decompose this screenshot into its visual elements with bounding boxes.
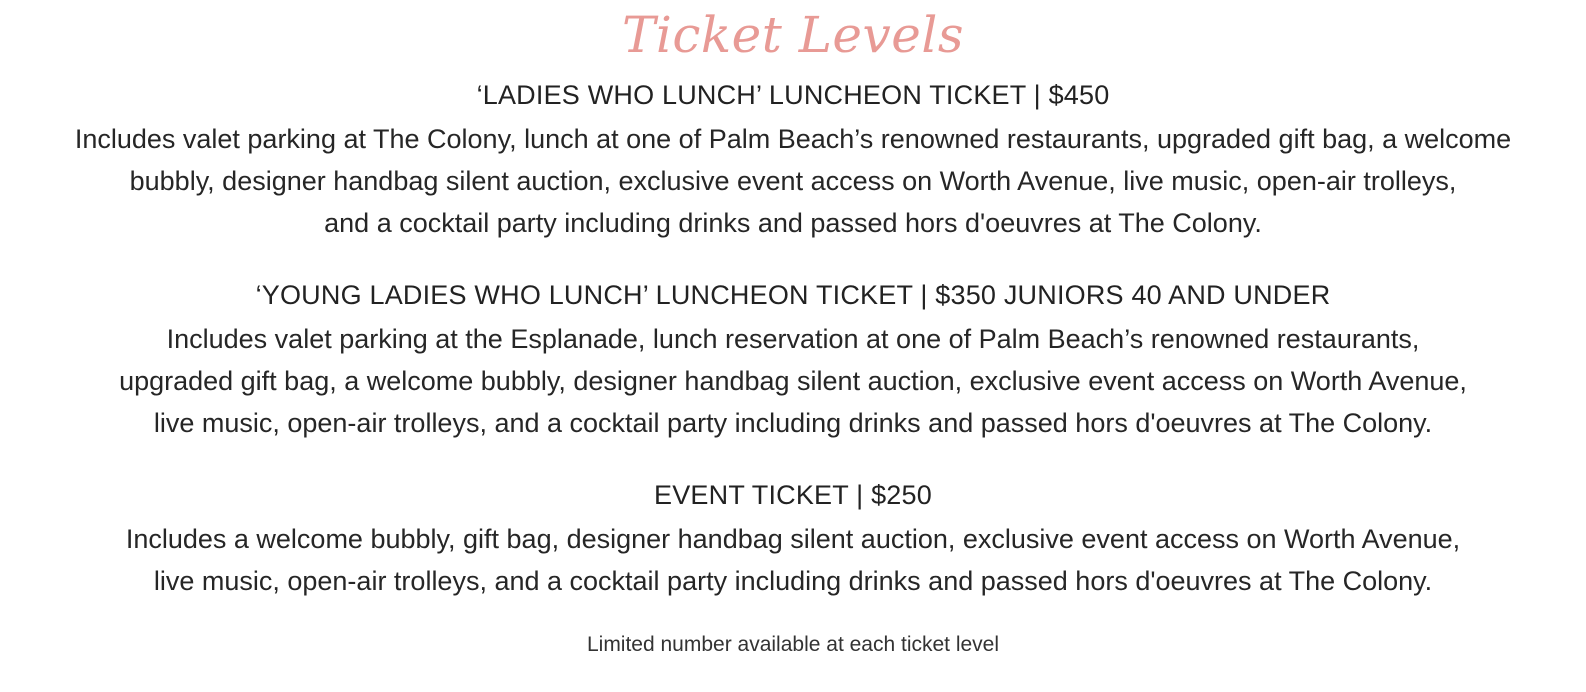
tier-description-line: and a cocktail party including drinks and passed hors d'oeuvres at The Colony.: [324, 208, 1262, 238]
tier-heading: ‘YOUNG LADIES WHO LUNCH’ LUNCHEON TICKET | $350 JUNIORS 40 AND UNDER: [255, 280, 1331, 310]
tier-description-line: live music, open-air trolleys, and a cocktail party including drinks and passed hors d'oeuvres at The Colony.: [153, 408, 1433, 438]
tier-description: [0, 318, 1586, 444]
ticket-tier-ladies-who-lunch: [0, 80, 1586, 244]
tier-description-line: upgraded gift bag, a welcome bubbly, designer handbag silent auction, exclusive event access on Worth Avenue,: [119, 366, 1467, 396]
ticket-tier-event: [0, 480, 1586, 602]
tier-description-line: live music, open-air trolleys, and a cocktail party including drinks and passed hors d'oeuvres at The Colony.: [153, 566, 1433, 596]
availability-note: Limited number available at each ticket level: [586, 633, 1000, 656]
page-title: Ticket Levels: [622, 6, 964, 64]
tier-description-line: Includes valet parking at the Esplanade, lunch reservation at one of Palm Beach’s renowned restaurants,: [166, 324, 1420, 354]
tier-heading: ‘LADIES WHO LUNCH’ LUNCHEON TICKET | $450: [476, 80, 1110, 110]
tier-description-line: bubbly, designer handbag silent auction, exclusive event access on Worth Avenue, live music, open-air trolleys,: [129, 166, 1457, 196]
tier-heading: EVENT TICKET | $250: [654, 480, 932, 510]
ticket-tier-young-ladies-who-lunch: [0, 280, 1586, 444]
tier-description-line: Includes valet parking at The Colony, lunch at one of Palm Beach’s renowned restaurants, upgraded gift bag, a welcome: [74, 124, 1512, 154]
tier-description-line: Includes a welcome bubbly, gift bag, designer handbag silent auction, exclusive event access on Worth Avenue,: [125, 524, 1461, 554]
tier-description: [0, 518, 1586, 602]
tier-description: [0, 118, 1586, 244]
